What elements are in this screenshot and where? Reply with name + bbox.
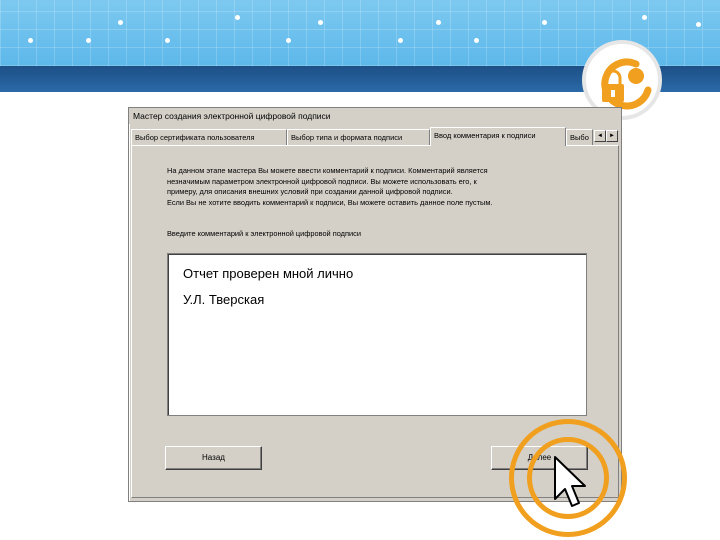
tab-scroll-right-icon[interactable]: ► (606, 130, 618, 142)
decor-dot (436, 20, 441, 25)
decor-dot (696, 22, 701, 27)
info-line: примеру, для описания внешних условий при создании данной цифровой подписи. (167, 187, 453, 196)
decor-dot (398, 38, 403, 43)
back-button[interactable]: Назад (165, 446, 262, 470)
decor-dot (86, 38, 91, 43)
decor-dot (286, 38, 291, 43)
decor-dot (318, 20, 323, 25)
decor-dot (165, 38, 170, 43)
next-button[interactable]: Далее (491, 446, 588, 470)
comment-line: У.Л. Тверская (183, 292, 265, 307)
decor-dot (642, 15, 647, 20)
info-text (167, 166, 587, 208)
tab-comment[interactable]: Ввод комментария к подписи (430, 127, 566, 146)
decor-dot (235, 15, 240, 20)
tab-next-step[interactable]: Выбо (566, 129, 593, 145)
decor-dot (474, 38, 479, 43)
decor-dot (542, 20, 547, 25)
comment-line: Отчет проверен мной лично (183, 266, 354, 281)
info-line: На данном этапе мастера Вы можете ввести комментарий к подписи. Комментарий является (167, 166, 488, 175)
decor-dot (118, 20, 123, 25)
tab-scroll-left-icon[interactable]: ◄ (594, 130, 606, 142)
tab-signature-type-format[interactable]: Выбор типа и формата подписи (287, 129, 430, 145)
info-line: незначимым параметром электронной цифровой подписи. Вы можете использовать его, к (167, 176, 477, 186)
tab-select-certificate[interactable]: Выбор сертификата пользователя (131, 129, 287, 145)
cursor-arrow-icon (553, 455, 587, 509)
tab-strip (131, 127, 619, 145)
decor-dot (28, 38, 33, 43)
info-line: Если Вы не хотите вводить комментарий к подписи, Вы можете оставить данное поле пустым. (167, 197, 493, 207)
comment-textarea[interactable] (167, 253, 587, 416)
comment-prompt-label: Введите комментарий к электронной цифровой подписи (167, 229, 361, 238)
dialog-title: Мастер создания электронной цифровой подписи (129, 108, 621, 124)
